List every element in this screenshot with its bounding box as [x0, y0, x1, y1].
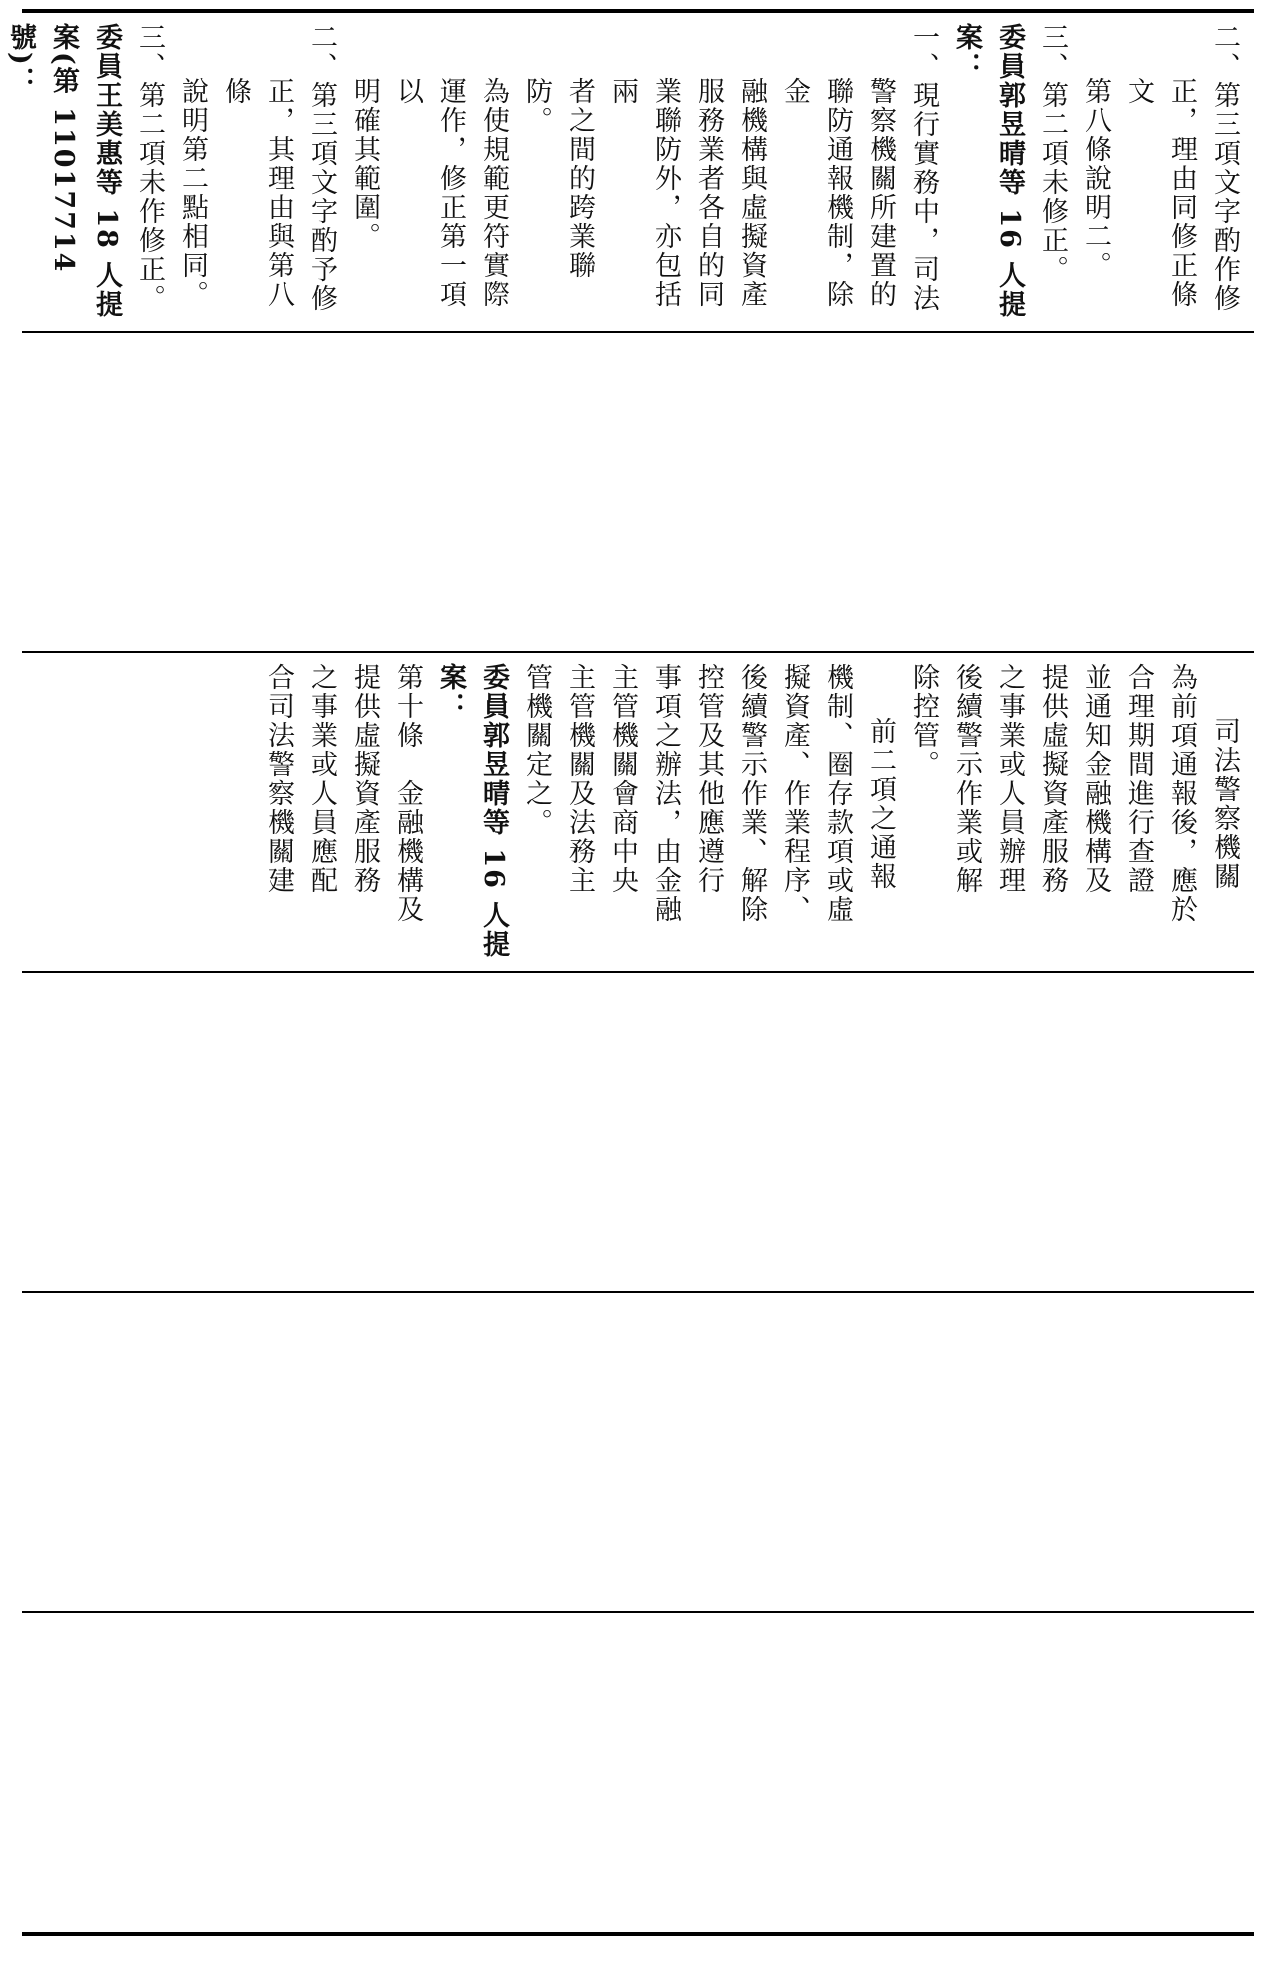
text-line: 二、第三項文字酌予修 — [306, 23, 337, 313]
text-line: 三、第二項未作修正。 — [134, 23, 165, 313]
text-line: 二、第三項文字酌作修 — [1209, 23, 1240, 313]
row-text-reasons — [0, 23, 1246, 321]
text-line: 主管機關會商中央 — [607, 663, 638, 895]
text-line: 委員王美惠等 18 人提 — [91, 23, 122, 320]
text-line: 委員郭昱晴等 16 人提 — [478, 663, 509, 960]
text-line: 管機關定之。 — [521, 663, 552, 837]
text-line: 正，其理由與第八條 — [220, 77, 294, 309]
text-line: 之事業或人員應配 — [306, 663, 337, 895]
text-line: 服務業者各自的同 — [693, 77, 724, 309]
text-line: 案(第 11017714 號)： — [5, 23, 79, 274]
text-line: 第十條 金融機構及 — [392, 663, 423, 924]
table-row-empty — [22, 1613, 1254, 1931]
text-line: 主管機關及法務主 — [564, 663, 595, 895]
table-row-empty — [22, 333, 1254, 651]
text-line: 業聯防外，亦包括兩 — [607, 77, 681, 309]
table-row-empty — [22, 1293, 1254, 1611]
text-line: 者之間的跨業聯防。 — [521, 77, 595, 280]
text-line: 之事業或人員辦理 — [994, 663, 1025, 895]
text-line: 委員郭昱晴等 16 人提 — [994, 23, 1025, 320]
table-row-proposal-text — [22, 653, 1254, 971]
text-line: 第八條說明二。 — [1080, 77, 1111, 280]
text-line: 一、現行實務中，司法 — [908, 23, 939, 313]
text-line: 提供虛擬資產服務 — [349, 663, 380, 895]
text-line: 擬資產、作業程序、 — [779, 663, 810, 924]
text-line: 案： — [435, 663, 466, 721]
text-line: 事項之辦法，由金融 — [650, 663, 681, 924]
text-line: 為使規範更符實際 — [478, 77, 509, 309]
text-line: 合理期間進行查證 — [1123, 663, 1154, 895]
table-row-empty — [22, 973, 1254, 1291]
text-line: 說明第二點相同。 — [177, 77, 208, 309]
table-row-reasons — [5, 13, 1254, 331]
text-line: 後續警示作業或解 — [951, 663, 982, 895]
text-line: 司法警察機關 — [1209, 717, 1240, 891]
text-line: 合司法警察機關建 — [263, 663, 294, 895]
text-line: 控管及其他應遵行 — [693, 663, 724, 895]
text-line: 後續警示作業、解除 — [736, 663, 767, 924]
row-text-proposal — [257, 663, 1246, 961]
text-line: 提供虛擬資產服務 — [1037, 663, 1068, 895]
text-line: 機制、圈存款項或虛 — [822, 663, 853, 924]
text-line: 聯防通報機制，除金 — [779, 77, 853, 309]
text-line: 前二項之通報 — [865, 717, 896, 891]
text-line: 運作，修正第一項以 — [392, 77, 466, 309]
text-line: 除控管。 — [908, 663, 939, 779]
text-line: 為前項通報後，應於 — [1166, 663, 1197, 924]
text-line: 三、第二項未修正。 — [1037, 23, 1068, 284]
table-bottom-border — [22, 1932, 1254, 1936]
text-line: 明確其範圍。 — [349, 77, 380, 251]
text-line: 案： — [951, 23, 982, 81]
text-line: 融機構與虛擬資產 — [736, 77, 767, 309]
text-line: 正，理由同修正條文 — [1123, 77, 1197, 309]
text-line: 並通知金融機構及 — [1080, 663, 1111, 895]
text-line: 警察機關所建置的 — [865, 77, 896, 309]
